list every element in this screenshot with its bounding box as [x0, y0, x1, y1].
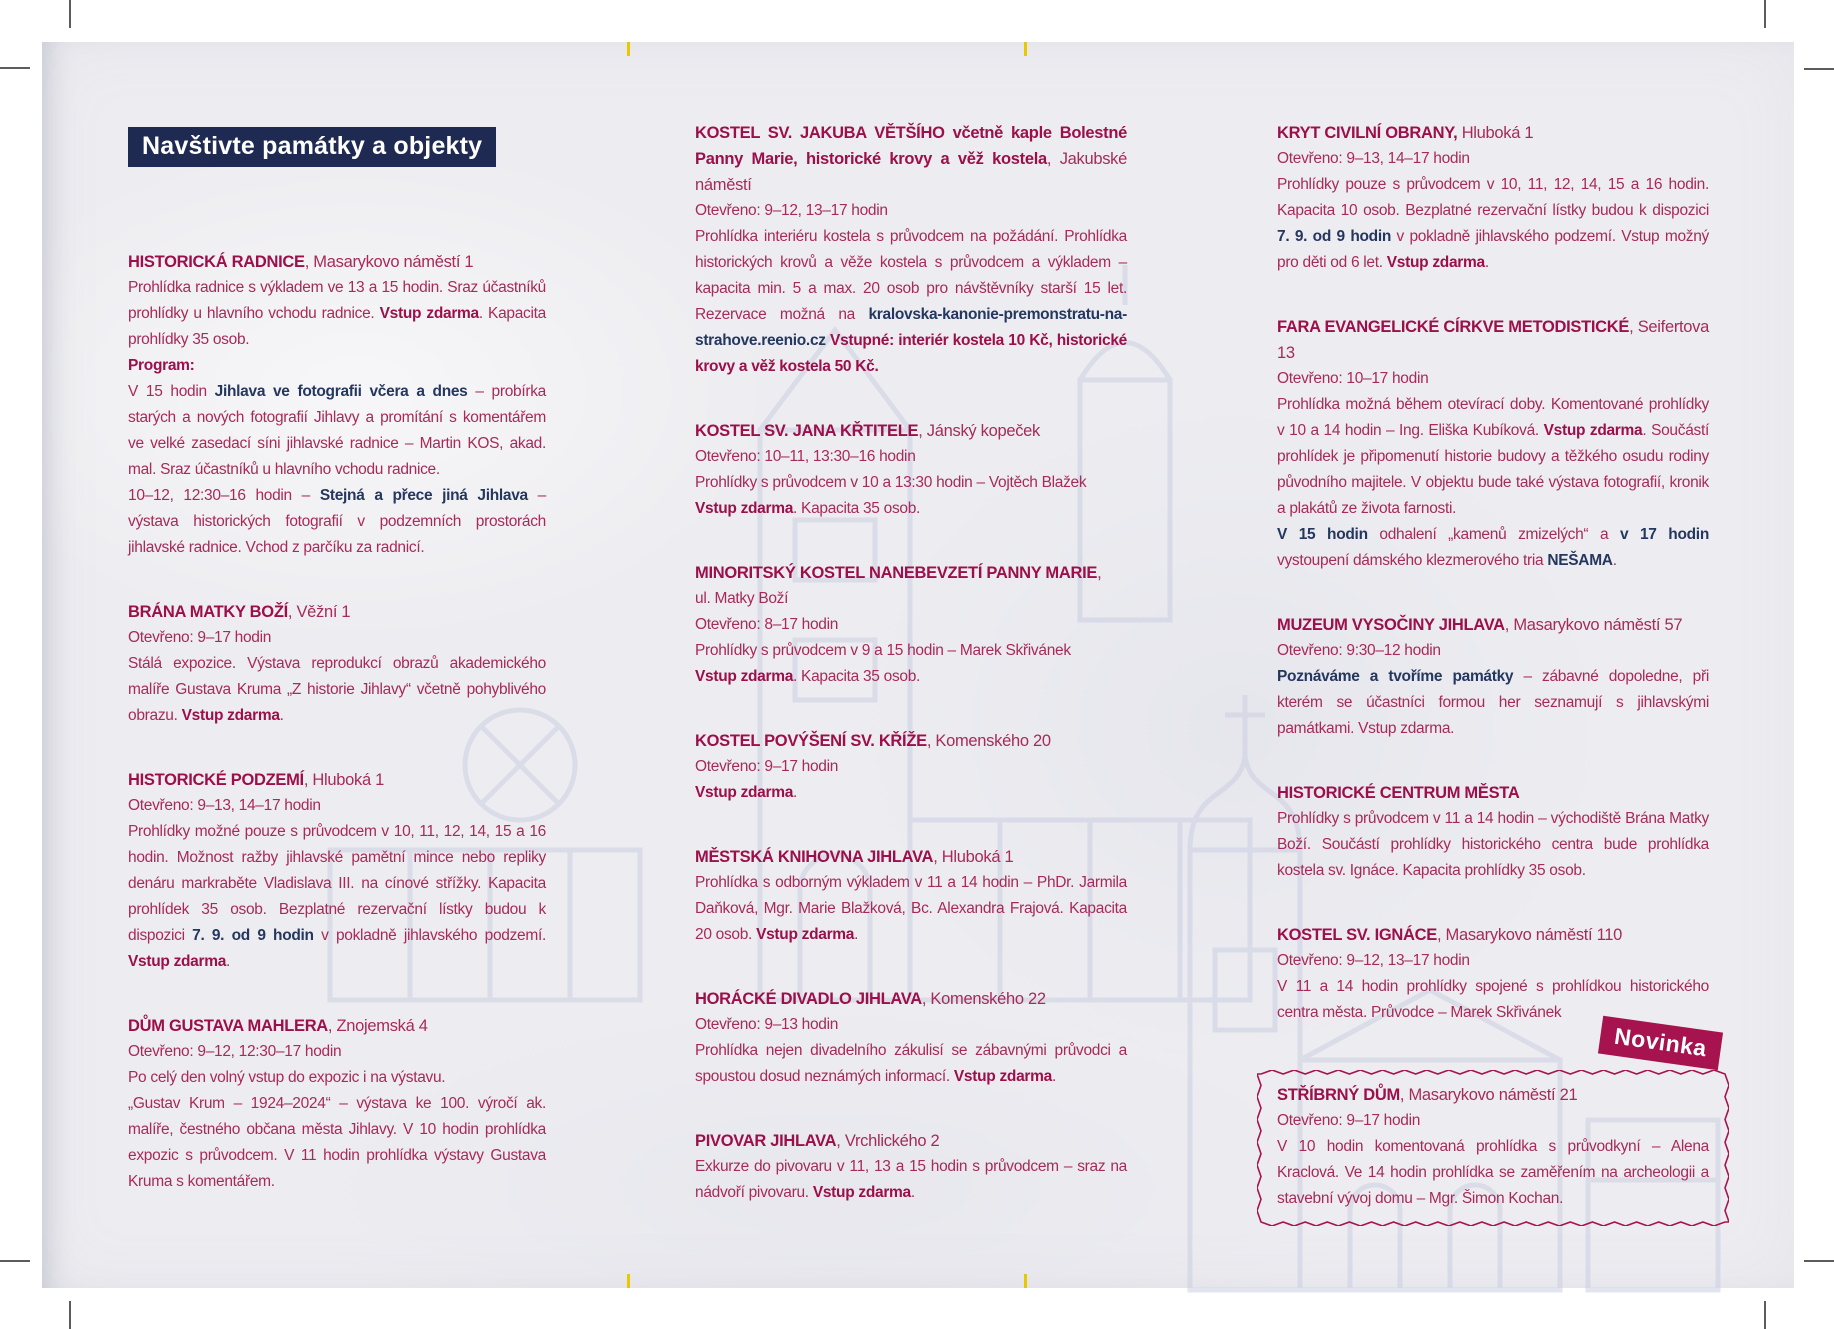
registration-mark [627, 1274, 630, 1288]
text-run: Vstup zdarma [812, 1184, 911, 1201]
section-paragraph [695, 198, 1127, 224]
text-run: , Znojemská 4 [327, 1017, 428, 1035]
section-heading [1277, 1082, 1709, 1108]
section-heading [1277, 922, 1709, 948]
text-run: HISTORICKÉ PODZEMÍ [128, 771, 304, 789]
text-run: Vstupné: interiér kostela 10 Kč, historické krovy a věž kostela 50 Kč. [695, 332, 1127, 375]
section [128, 249, 546, 561]
section-paragraph [695, 496, 1127, 522]
section-heading [1277, 612, 1709, 638]
text-run: – probírka starých a nových fotografií Jihlavy a promítání s komentářem ve velké zasedací síni jihlavské radnice – Martin KOS, akad. mal. Sraz účastníků u hlavního vchodu radnice. [128, 383, 547, 478]
text-run: 7. 9. od 9 hodin [192, 927, 314, 944]
text-run: , Hluboká 1 [933, 848, 1014, 866]
crop-mark [0, 1260, 30, 1262]
section-paragraph [1277, 806, 1709, 884]
section [695, 120, 1127, 380]
text-run: Stejná a přece jiná Jihlava [319, 487, 528, 504]
text-run: STŘÍBRNÝ DŮM [1277, 1086, 1400, 1104]
text-run: . [1612, 552, 1617, 569]
text-run: , Komenského 22 [921, 990, 1046, 1008]
text-run: KOSTEL SV. JAKUBA VĚTŠÍHO včetně kaple Bolestné Panny Marie, historické krovy a věž kostela [695, 124, 1127, 168]
text-run: MINORITSKÝ KOSTEL NANEBEVZETÍ PANNY MARIE [695, 564, 1098, 582]
section [128, 599, 546, 729]
text-run: Vstup zdarma [695, 500, 794, 517]
text-run: Prohlídka možná během otevírací doby. Komentované prohlídky v 10 a 14 hodin – Ing. Eliška Kubíková. [1277, 396, 1709, 439]
section-heading [128, 767, 546, 793]
section-heading [1277, 314, 1709, 366]
text-run: HISTORICKÁ RADNICE [128, 253, 305, 271]
text-run: . Kapacita prohlídky 35 osob. [128, 305, 546, 348]
section-heading [128, 599, 546, 625]
column-1 [128, 127, 546, 1195]
text-run: Stálá expozice. Výstava reprodukcí obrazů akademického malíře Gustava Kruma „Z historie Jihlavy“ včetně pohyblivého obrazu. [128, 655, 546, 724]
section-paragraph [695, 664, 1127, 690]
section [695, 728, 1127, 806]
section-paragraph [128, 625, 546, 651]
section [128, 767, 546, 975]
section [695, 418, 1127, 522]
registration-mark [1024, 1274, 1027, 1288]
text-run: , Jánský kopeček [918, 422, 1040, 440]
text-run: . [279, 707, 284, 724]
text-run: Prohlídky možné pouze s průvodcem v 10, 11, 12, 14, 15 a 16 hodin. Možnost ražby jihlavské pamětní mince nebo repliky denáru markraběte Vladislava III. na cínové střížky. Kapacita prohlídek 35 osob. Bezplatné rezervační lístky budou k dispozici [128, 823, 546, 944]
section-heading [695, 560, 1127, 586]
text-run: . Kapacita 35 osob. [793, 500, 921, 517]
section-paragraph [1277, 1134, 1709, 1212]
section [1277, 780, 1709, 884]
text-run: , Seifertova 13 [1277, 318, 1710, 362]
section-paragraph [695, 444, 1127, 470]
text-run: ul. Matky Boží [695, 590, 789, 607]
text-run: Prohlídka interiéru kostela s průvodcem na požádání. Prohlídka historických krovů a věže kostela s průvodcem a výkladem – kapacita min. 5 a max. 20 osob pro návštěvníky starší 15 let. Rezervace možná na [695, 228, 1127, 323]
text-run: – výstava historických fotografií v podzemních prostorách jihlavské radnice. Vchod z parčíku za radnicí. [128, 487, 546, 556]
section-paragraph [695, 754, 1127, 780]
text-run: Vstup zdarma [128, 953, 227, 970]
text-run: vystoupení dámského klezmerového tria [1277, 552, 1548, 569]
section-paragraph [695, 1012, 1127, 1038]
text-run: MĚSTSKÁ KNIHOVNA JIHLAVA [695, 848, 934, 866]
section-paragraph [1277, 948, 1709, 974]
text-run: 10–12, 12:30–16 hodin – [128, 487, 320, 504]
text-run: , [1097, 564, 1102, 582]
text-run: Poznáváme a tvoříme památky [1277, 668, 1514, 685]
section-paragraph [695, 1154, 1127, 1206]
section-paragraph [128, 353, 546, 379]
text-run: odhalení „kamenů zmizelých“ a [1367, 526, 1620, 543]
text-run: HISTORICKÉ CENTRUM MĚSTA [1277, 784, 1520, 802]
text-run: Vstup zdarma [1543, 422, 1643, 439]
section-paragraph [128, 275, 546, 353]
text-run: v pokladně jihlavského podzemí. Vstup možný pro děti od 6 let. [1277, 228, 1710, 271]
text-run: Vstup zdarma [695, 784, 794, 801]
section-paragraph [128, 819, 546, 975]
text-run: , Komenského 20 [926, 732, 1051, 750]
section-heading [128, 1013, 546, 1039]
text-run: Otevřeno: 9–13, 14–17 hodin [128, 797, 321, 814]
text-run: Prohlídky pouze s průvodcem v 10, 11, 12, 14, 15 a 16 hodin. Kapacita 10 osob. Bezplatné rezervační lístky budou k dispozici [1277, 176, 1709, 219]
text-run: , Věžní 1 [287, 603, 351, 621]
section [1277, 314, 1709, 574]
section-paragraph [695, 870, 1127, 948]
section-paragraph [1277, 1108, 1709, 1134]
text-run: Hluboká 1 [1457, 124, 1534, 142]
section-paragraph [1277, 366, 1709, 392]
text-run: Exkurze do pivovaru v 11, 13 a 15 hodin s průvodcem – sraz na nádvoří pivovaru. [695, 1158, 1127, 1201]
section-heading [695, 728, 1127, 754]
section [1277, 922, 1709, 1026]
text-run: Vstup zdarma [953, 1068, 1052, 1085]
text-run: v pokladně jihlavského podzemí. [313, 927, 547, 944]
section [695, 986, 1127, 1090]
text-run: , Vrchlického 2 [836, 1132, 940, 1150]
text-run: KOSTEL SV. JANA KŘTITELE [695, 422, 919, 440]
text-run: KRYT CIVILNÍ OBRANY, [1277, 124, 1458, 142]
text-run: PIVOVAR JIHLAVA [695, 1132, 837, 1150]
text-run: , Masarykovo náměstí 57 [1504, 616, 1683, 634]
section-paragraph [695, 638, 1127, 664]
text-run: Otevřeno: 9–12, 13–17 hodin [1277, 952, 1470, 969]
text-run: 7. 9. od 9 hodin [1277, 228, 1391, 245]
page-title: Navštivte památky a objekty [128, 127, 496, 167]
text-run: . [1051, 1068, 1056, 1085]
section-paragraph [695, 612, 1127, 638]
section-heading [695, 844, 1127, 870]
section-paragraph [1277, 638, 1709, 664]
text-run: V 15 hodin [128, 383, 215, 400]
text-run: KOSTEL SV. IGNÁCE [1277, 926, 1437, 944]
section-paragraph [1277, 522, 1709, 574]
section [1277, 120, 1709, 276]
section [128, 1013, 546, 1195]
section-heading [695, 1128, 1127, 1154]
text-run: V 15 hodin [1277, 526, 1368, 543]
registration-mark [627, 42, 630, 56]
text-run: Jihlava ve fotografii včera a dnes [214, 383, 468, 400]
text-run: , Masarykovo náměstí 110 [1436, 926, 1623, 944]
text-run: Prohlídky s průvodcem v 10 a 13:30 hodin – Vojtěch Blažek [695, 474, 1087, 491]
section-paragraph [128, 1065, 546, 1091]
text-run: „Gustav Krum – 1924–2024“ – výstava ke 100. výročí ak. malíře, čestného občana města Jihlavy. V 10 hodin prohlídka expozic s průvodcem. V 11 hodin prohlídka výstavy Gustava Kruma s komentářem. [128, 1095, 546, 1190]
text-run: Prohlídka s odborným výkladem v 11 a 14 hodin – PhDr. Jarmila Daňková, Mgr. Marie Blažková, Bc. Alexandra Frajová. Kapacita 20 osob. [695, 874, 1127, 943]
crop-mark [1764, 0, 1766, 28]
section-paragraph [695, 586, 1127, 612]
column-2 [695, 120, 1127, 1206]
text-run: Vstup zdarma [756, 926, 855, 943]
novinka-badge: Novinka [1598, 1016, 1723, 1070]
text-run: , Hluboká 1 [303, 771, 384, 789]
text-run: – zábavné dopoledne, při kterém se účastníci formou her seznamují s jihlavskými památkami. Vstup zdarma. [1277, 668, 1709, 737]
section-paragraph [1277, 974, 1709, 1026]
section [1257, 1022, 1729, 1226]
text-run: Otevřeno: 9:30–12 hodin [1277, 642, 1441, 659]
text-run: kralovska-kanonie-premonstratu-na-strahove.reenio.cz [695, 306, 1127, 349]
text-run: V 10 hodin komentovaná prohlídka s průvodkyní – Alena Kraclová. Ve 14 hodin prohlídka se zaměřením na archeologii a stavební vývoj domu – Mgr. Šimon Kochan. [1277, 1138, 1709, 1207]
section-paragraph [128, 651, 546, 729]
section-paragraph [1277, 172, 1709, 276]
section-paragraph [695, 470, 1127, 496]
section-heading [695, 120, 1127, 198]
text-run: HORÁCKÉ DIVADLO JIHLAVA [695, 990, 922, 1008]
text-run: Otevřeno: 10–17 hodin [1277, 370, 1429, 387]
text-run: , Jakubské náměstí [695, 150, 1128, 194]
section-heading [1277, 120, 1709, 146]
text-run: . [226, 953, 231, 970]
text-run: Otevřeno: 9–17 hodin [128, 629, 272, 646]
crop-mark [1804, 68, 1834, 70]
text-run: . [910, 1184, 915, 1201]
text-run: KOSTEL POVÝŠENÍ SV. KŘÍŽE [695, 732, 927, 750]
text-run: Prohlídky s průvodcem v 9 a 15 hodin – Marek Skřivánek [695, 642, 1071, 659]
text-run: V 11 a 14 hodin prohlídky spojené s prohlídkou historického centra města. Průvodce – Marek Skřivánek [1277, 978, 1709, 1021]
text-run: . [1484, 254, 1489, 271]
section [695, 560, 1127, 690]
section-heading [128, 249, 546, 275]
section-heading [695, 986, 1127, 1012]
section-heading [695, 418, 1127, 444]
text-run: , Masarykovo náměstí 1 [304, 253, 474, 271]
section-paragraph [128, 379, 546, 483]
section [1277, 612, 1709, 742]
crop-mark [69, 1301, 71, 1329]
text-run: Prohlídky s průvodcem v 11 a 14 hodin – východiště Brána Matky Boží. Součástí prohlídky historického centra bude prohlídka kostela sv. Ignáce. Kapacita prohlídky 35 osob. [1277, 810, 1709, 879]
text-run: DŮM GUSTAVA MAHLERA [128, 1017, 328, 1035]
crop-mark [1804, 1260, 1834, 1262]
crop-mark [69, 0, 71, 28]
text-run: Otevřeno: 9–17 hodin [1277, 1112, 1421, 1129]
crop-mark [1764, 1301, 1766, 1329]
text-run: v 17 hodin [1619, 526, 1709, 543]
text-run: Po celý den volný vstup do expozic i na výstavu. [128, 1069, 446, 1086]
text-run: Otevřeno: 10–11, 13:30–16 hodin [695, 448, 916, 465]
registration-mark [1024, 42, 1027, 56]
text-run: Otevřeno: 9–12, 12:30–17 hodin [128, 1043, 342, 1060]
text-run: . [854, 926, 859, 943]
section-paragraph [128, 1091, 546, 1195]
section-paragraph [128, 1039, 546, 1065]
section [695, 1128, 1127, 1206]
section-paragraph [1277, 146, 1709, 172]
section-paragraph [695, 1038, 1127, 1090]
text-run: . Součástí prohlídek je připomenutí historie budovy a těžkého osudu rodiny původního majitele. V objektu bude také výstava fotografií, kronik a plakátů ze života farnosti. [1277, 422, 1709, 517]
text-run: . [793, 784, 798, 801]
text-run: Prohlídka radnice s výkladem ve 13 a 15 hodin. Sraz účastníků prohlídky u hlavního vchodu radnice. [128, 279, 546, 322]
section-paragraph [695, 224, 1127, 380]
text-run: BRÁNA MATKY BOŽÍ [128, 603, 288, 621]
text-run: MUZEUM VYSOČINY JIHLAVA [1277, 616, 1505, 634]
text-run: Otevřeno: 8–17 hodin [695, 616, 839, 633]
text-run: Prohlídka nejen divadelního zákulisí se zábavnými průvodci a spoustou dosud neznámých informací. [695, 1042, 1127, 1085]
text-run: Otevřeno: 9–17 hodin [695, 758, 839, 775]
section-paragraph [128, 793, 546, 819]
text-run: NEŠAMA [1547, 552, 1613, 569]
section-paragraph [1277, 664, 1709, 742]
text-run: , Masarykovo náměstí 21 [1399, 1086, 1578, 1104]
column-3 [1277, 120, 1709, 1226]
text-run: Program: [128, 357, 195, 374]
text-run: . Kapacita 35 osob. [793, 668, 921, 685]
section-heading [1277, 780, 1709, 806]
text-run: Vstup zdarma [1386, 254, 1485, 271]
section [695, 844, 1127, 948]
text-run: Otevřeno: 9–13 hodin [695, 1016, 839, 1033]
crop-mark [0, 67, 30, 69]
section-paragraph [695, 780, 1127, 806]
text-run: Vstup zdarma [181, 707, 280, 724]
section-paragraph [128, 483, 546, 561]
text-run: Vstup zdarma [695, 668, 794, 685]
text-run: FARA EVANGELICKÉ CÍRKVE METODISTICKÉ [1277, 318, 1630, 336]
text-run: Otevřeno: 9–12, 13–17 hodin [695, 202, 888, 219]
text-run: Otevřeno: 9–13, 14–17 hodin [1277, 150, 1470, 167]
section-paragraph [1277, 392, 1709, 522]
text-run: Vstup zdarma [379, 305, 479, 322]
